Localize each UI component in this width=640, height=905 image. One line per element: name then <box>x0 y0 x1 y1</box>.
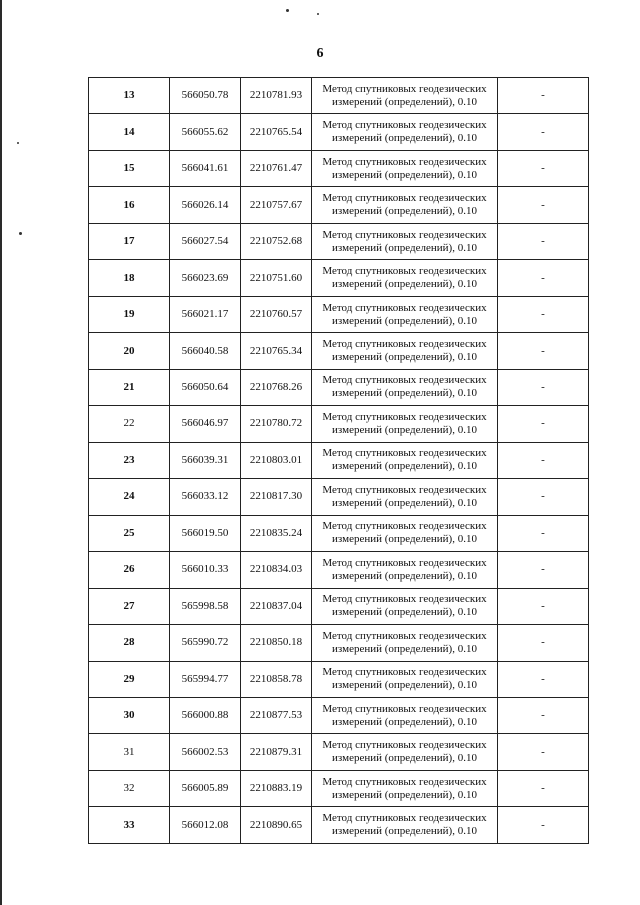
point-number-cell: 22 <box>89 406 170 442</box>
method-cell <box>312 369 498 405</box>
point-number-cell: 17 <box>89 223 170 259</box>
coord-x-cell: 566041.61 <box>170 150 241 186</box>
table-row <box>89 296 589 332</box>
point-number-cell: 29 <box>89 661 170 697</box>
coord-x-cell: 566026.14 <box>170 187 241 223</box>
method-line-1: Метод спутниковых геодезических <box>322 702 487 715</box>
coord-y-cell: 2210883.19 <box>241 770 312 806</box>
note-cell: - <box>498 150 589 186</box>
point-number-cell: 14 <box>89 114 170 150</box>
coord-y-cell: 2210877.53 <box>241 697 312 733</box>
table-row <box>89 260 589 296</box>
point-number-cell: 30 <box>89 697 170 733</box>
note-cell: - <box>498 187 589 223</box>
note-cell: - <box>498 442 589 478</box>
coord-x-cell: 566039.31 <box>170 442 241 478</box>
coord-x-cell: 565998.58 <box>170 588 241 624</box>
method-cell <box>312 479 498 515</box>
table-row <box>89 114 589 150</box>
method-line-1: Метод спутниковых геодезических <box>322 483 487 496</box>
scan-speck <box>19 232 22 235</box>
method-cell <box>312 406 498 442</box>
method-line-1: Метод спутниковых геодезических <box>322 265 487 278</box>
point-number-cell: 20 <box>89 333 170 369</box>
note-cell: - <box>498 661 589 697</box>
method-line-2: измерений (определений), 0.10 <box>332 387 477 400</box>
method-cell <box>312 807 498 844</box>
method-line-2: измерений (определений), 0.10 <box>332 752 477 765</box>
method-cell <box>312 187 498 223</box>
method-line-1: Метод спутниковых геодезических <box>322 593 487 606</box>
coord-y-cell: 2210765.34 <box>241 333 312 369</box>
point-number-cell: 13 <box>89 78 170 114</box>
method-cell <box>312 625 498 661</box>
table-row <box>89 333 589 369</box>
method-line-1: Метод спутниковых геодезических <box>322 629 487 642</box>
method-line-2: измерений (определений), 0.10 <box>332 278 477 291</box>
point-number-cell: 31 <box>89 734 170 770</box>
table-row <box>89 406 589 442</box>
note-cell: - <box>498 479 589 515</box>
scan-speck <box>317 13 319 15</box>
method-cell <box>312 442 498 478</box>
method-line-1: Метод спутниковых геодезических <box>322 155 487 168</box>
table-row <box>89 78 589 114</box>
scan-edge <box>0 0 2 905</box>
method-cell <box>312 515 498 551</box>
note-cell: - <box>498 296 589 332</box>
note-cell: - <box>498 770 589 806</box>
method-cell <box>312 296 498 332</box>
point-number-cell: 16 <box>89 187 170 223</box>
point-number-cell: 18 <box>89 260 170 296</box>
method-cell <box>312 588 498 624</box>
coord-x-cell: 566021.17 <box>170 296 241 332</box>
coord-x-cell: 566000.88 <box>170 697 241 733</box>
method-line-1: Метод спутниковых геодезических <box>322 338 487 351</box>
method-line-2: измерений (определений), 0.10 <box>332 132 477 145</box>
coord-y-cell: 2210850.18 <box>241 625 312 661</box>
page-number: 6 <box>316 46 324 61</box>
method-line-2: измерений (определений), 0.10 <box>332 95 477 108</box>
note-cell: - <box>498 114 589 150</box>
coord-y-cell: 2210834.03 <box>241 552 312 588</box>
method-line-2: измерений (определений), 0.10 <box>332 314 477 327</box>
table-row <box>89 661 589 697</box>
coord-x-cell: 566023.69 <box>170 260 241 296</box>
coord-y-cell: 2210752.68 <box>241 223 312 259</box>
coord-x-cell: 566010.33 <box>170 552 241 588</box>
method-line-1: Метод спутниковых геодезических <box>322 447 487 460</box>
table-row <box>89 807 589 844</box>
coord-x-cell: 566050.78 <box>170 78 241 114</box>
method-cell <box>312 661 498 697</box>
method-line-2: измерений (определений), 0.10 <box>332 351 477 364</box>
method-line-2: измерений (определений), 0.10 <box>332 168 477 181</box>
coordinates-table-body <box>89 78 589 844</box>
coord-x-cell: 565994.77 <box>170 661 241 697</box>
coord-y-cell: 2210817.30 <box>241 479 312 515</box>
coord-x-cell: 566040.58 <box>170 333 241 369</box>
coord-y-cell: 2210879.31 <box>241 734 312 770</box>
method-line-1: Метод спутниковых геодезических <box>322 666 487 679</box>
method-line-2: измерений (определений), 0.10 <box>332 679 477 692</box>
method-line-1: Метод спутниковых геодезических <box>322 520 487 533</box>
method-line-1: Метод спутниковых геодезических <box>322 374 487 387</box>
method-cell <box>312 552 498 588</box>
method-cell <box>312 697 498 733</box>
point-number-cell: 15 <box>89 150 170 186</box>
note-cell: - <box>498 369 589 405</box>
method-line-1: Метод спутниковых геодезических <box>322 119 487 132</box>
scan-speck <box>286 9 289 12</box>
note-cell: - <box>498 588 589 624</box>
method-line-1: Метод спутниковых геодезических <box>322 556 487 569</box>
method-line-2: измерений (определений), 0.10 <box>332 496 477 509</box>
method-line-2: измерений (определений), 0.10 <box>332 569 477 582</box>
coord-x-cell: 566002.53 <box>170 734 241 770</box>
coord-y-cell: 2210890.65 <box>241 807 312 844</box>
coord-x-cell: 566027.54 <box>170 223 241 259</box>
coord-y-cell: 2210768.26 <box>241 369 312 405</box>
point-number-cell: 32 <box>89 770 170 806</box>
method-line-2: измерений (определений), 0.10 <box>332 825 477 838</box>
coord-y-cell: 2210761.47 <box>241 150 312 186</box>
coord-y-cell: 2210803.01 <box>241 442 312 478</box>
method-line-2: измерений (определений), 0.10 <box>332 205 477 218</box>
point-number-cell: 27 <box>89 588 170 624</box>
table-row <box>89 223 589 259</box>
note-cell: - <box>498 734 589 770</box>
note-cell: - <box>498 223 589 259</box>
method-line-2: измерений (определений), 0.10 <box>332 460 477 473</box>
note-cell: - <box>498 697 589 733</box>
point-number-cell: 26 <box>89 552 170 588</box>
table-row <box>89 697 589 733</box>
table-row <box>89 770 589 806</box>
table-row <box>89 588 589 624</box>
point-number-cell: 21 <box>89 369 170 405</box>
method-cell <box>312 333 498 369</box>
note-cell: - <box>498 333 589 369</box>
method-line-2: измерений (определений), 0.10 <box>332 533 477 546</box>
method-line-2: измерений (определений), 0.10 <box>332 642 477 655</box>
note-cell: - <box>498 515 589 551</box>
table-row <box>89 734 589 770</box>
method-cell <box>312 114 498 150</box>
point-number-cell: 24 <box>89 479 170 515</box>
note-cell: - <box>498 78 589 114</box>
method-cell <box>312 260 498 296</box>
method-line-1: Метод спутниковых геодезических <box>322 301 487 314</box>
method-line-1: Метод спутниковых геодезических <box>322 739 487 752</box>
note-cell: - <box>498 406 589 442</box>
method-line-1: Метод спутниковых геодезических <box>322 192 487 205</box>
coord-y-cell: 2210760.57 <box>241 296 312 332</box>
method-line-1: Метод спутниковых геодезических <box>322 775 487 788</box>
table-row <box>89 552 589 588</box>
coord-x-cell: 566050.64 <box>170 369 241 405</box>
coord-y-cell: 2210781.93 <box>241 78 312 114</box>
method-line-2: измерений (определений), 0.10 <box>332 715 477 728</box>
coordinates-table <box>88 77 589 844</box>
method-line-1: Метод спутниковых геодезических <box>322 82 487 95</box>
method-line-2: измерений (определений), 0.10 <box>332 788 477 801</box>
coord-y-cell: 2210757.67 <box>241 187 312 223</box>
point-number-cell: 28 <box>89 625 170 661</box>
coord-x-cell: 566012.08 <box>170 807 241 844</box>
scan-speck <box>17 142 19 144</box>
note-cell: - <box>498 807 589 844</box>
method-cell <box>312 734 498 770</box>
table-row <box>89 479 589 515</box>
coord-x-cell: 566019.50 <box>170 515 241 551</box>
note-cell: - <box>498 625 589 661</box>
point-number-cell: 23 <box>89 442 170 478</box>
note-cell: - <box>498 260 589 296</box>
method-line-1: Метод спутниковых геодезических <box>322 410 487 423</box>
table-row <box>89 369 589 405</box>
method-cell <box>312 223 498 259</box>
method-line-1: Метод спутниковых геодезических <box>322 812 487 825</box>
coord-y-cell: 2210837.04 <box>241 588 312 624</box>
method-line-1: Метод спутниковых геодезических <box>322 228 487 241</box>
coord-x-cell: 566005.89 <box>170 770 241 806</box>
coord-y-cell: 2210780.72 <box>241 406 312 442</box>
method-line-2: измерений (определений), 0.10 <box>332 606 477 619</box>
method-cell <box>312 150 498 186</box>
table-row <box>89 442 589 478</box>
coord-x-cell: 565990.72 <box>170 625 241 661</box>
table-row <box>89 625 589 661</box>
coord-y-cell: 2210751.60 <box>241 260 312 296</box>
coord-y-cell: 2210765.54 <box>241 114 312 150</box>
table-row <box>89 187 589 223</box>
note-cell: - <box>498 552 589 588</box>
point-number-cell: 19 <box>89 296 170 332</box>
coord-x-cell: 566046.97 <box>170 406 241 442</box>
coord-x-cell: 566033.12 <box>170 479 241 515</box>
coord-y-cell: 2210858.78 <box>241 661 312 697</box>
table-row <box>89 515 589 551</box>
method-line-2: измерений (определений), 0.10 <box>332 241 477 254</box>
coord-x-cell: 566055.62 <box>170 114 241 150</box>
table-row <box>89 150 589 186</box>
method-cell <box>312 78 498 114</box>
point-number-cell: 25 <box>89 515 170 551</box>
method-line-2: измерений (определений), 0.10 <box>332 423 477 436</box>
coord-y-cell: 2210835.24 <box>241 515 312 551</box>
point-number-cell: 33 <box>89 807 170 844</box>
method-cell <box>312 770 498 806</box>
